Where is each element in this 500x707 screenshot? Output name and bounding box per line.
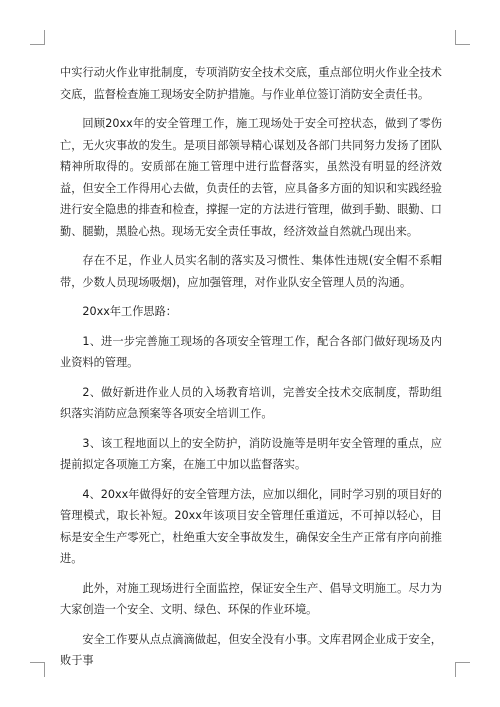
document-body [60,62,442,680]
paragraph-1: 中实行动火作业审批制度，专项消防安全技术交底，重点部位明火作业全技术交底，监督检查施工现场安全防护措施。与作业单位签订消防安全责任书。 [60,66,442,101]
paragraph-7: 3、该工程地面以上的安全防护，消防设施等是明年安全管理的重点，应提前拟定各项施工方案，在施工中加以监督落实。 [60,436,442,471]
crop-mark-top-left [30,30,45,45]
paragraph-4: 20xx年工作思路： [82,305,177,318]
paragraph-8: 4、20xx年做得好的安全管理方法，应加以细化，同时学习别的项目好的管理模式，取长补短。20xx年该项目安全管理任重道远，不可掉以轻心，目标是安全生产零死亡，杜绝重大安全事故发生，确保安全生产正常有序向前推进。 [60,487,442,565]
crop-mark-bottom-left [30,662,45,677]
paragraph-3: 存在不足，作业人员实名制的落实及习惯性、集体性违规(安全帽不系帽带，少数人员现场吸烟)，应加强管理，对作业队安全管理人员的沟通。 [60,254,442,289]
crop-mark-top-right [455,30,470,45]
paragraph-10: 安全工作要从点点滴滴做起，但安全没有小事。文库君网企业成于安全，败于事 [60,632,442,667]
paragraph-5: 1、进一步完善施工现场的各项安全管理工作，配合各部门做好现场及内业资料的管理。 [60,334,442,369]
paragraph-9: 此外，对施工现场进行全面监控，保证安全生产、倡导文明施工。尽力为大家创造一个安全、文明、绿色、环保的作业环境。 [60,581,442,616]
paragraph-2: 回顾20xx年的安全管理工作，施工现场处于安全可控状态，做到了零伤亡，无火灾事故的发生。是项目部领导精心谋划及各部门共同努力发扬了团队精神所取得的。安质部在施工管理中进行监督落实，虽然没有明显的经济效益，但安全工作得用心去做，负责任的去管，应具备多方面的知识和实践经验进行安全隐患的排查和检查，撑握一定的方法进行管理，做到手勤、眼勤、口勤、腿勤，黑脸心热。现场无安全责任事故，经济效益自然就凸现出来。 [60,117,442,238]
crop-mark-bottom-right [455,662,470,677]
paragraph-6: 2、做好新进作业人员的入场教育培训，完善安全技术交底制度，帮助组织落实消防应急预案等各项安全培训工作。 [60,385,442,420]
